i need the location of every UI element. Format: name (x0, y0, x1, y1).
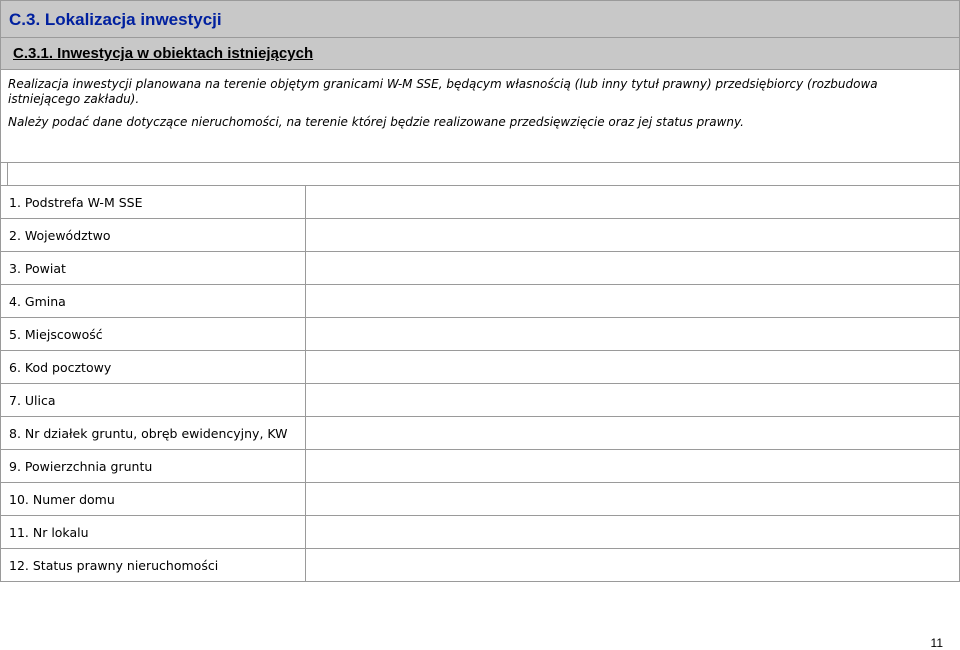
form-row-nr-lokalu (1, 516, 959, 549)
ulica-field[interactable] (305, 384, 959, 416)
field-label: 6. Kod pocztowy (9, 360, 112, 375)
subsection-header (1, 38, 959, 70)
spacer-cell (1, 163, 8, 185)
intro-paragraph-2: Należy podać dane dotyczące nieruchomości, na terenie której będzie realizowane przedsięwzięcie oraz jej status prawny. (8, 115, 744, 129)
intro-text (1, 70, 959, 163)
form-row-gmina (1, 285, 959, 318)
form-row-wojewodztwo (1, 219, 959, 252)
kod-pocztowy-field[interactable] (305, 351, 959, 383)
form-row-status-prawny (1, 549, 959, 582)
form-row-numer-domu (1, 483, 959, 516)
form-row-miejscowosc (1, 318, 959, 351)
numer-domu-field[interactable] (305, 483, 959, 515)
form-row-kod-pocztowy (1, 351, 959, 384)
field-label: 3. Powiat (9, 261, 66, 276)
field-label: 11. Nr lokalu (9, 525, 89, 540)
field-label: 1. Podstrefa W-M SSE (9, 195, 143, 210)
form-row-powierzchnia (1, 450, 959, 483)
field-label: 12. Status prawny nieruchomości (9, 558, 219, 573)
field-label: 2. Województwo (9, 228, 111, 243)
powierzchnia-field[interactable] (305, 450, 959, 482)
gmina-field[interactable] (305, 285, 959, 317)
miejscowosc-field[interactable] (305, 318, 959, 350)
podstrefa-field[interactable] (305, 186, 959, 218)
form-row-podstrefa (1, 186, 959, 219)
nr-dzialek-field[interactable] (305, 417, 959, 449)
intro-paragraph-1: Realizacja inwestycji planowana na terenie objętym granicami W-M SSE, będącym własnością (lub inny tytuł prawny) przedsiębiorcy (rozbudowa istniejącego zakładu). (8, 77, 878, 106)
form-row-ulica (1, 384, 959, 417)
field-label: 8. Nr działek gruntu, obręb ewidencyjny, KW (9, 426, 288, 441)
powiat-field[interactable] (305, 252, 959, 284)
field-label: 10. Numer domu (9, 492, 115, 507)
subsection-title: C.3.1. Inwestycja w obiektach istniejących (13, 45, 314, 62)
spacer-row (1, 163, 959, 186)
section-header (1, 1, 959, 38)
section-title: C.3. Lokalizacja inwestycji (9, 10, 222, 29)
field-label: 9. Powierzchnia gruntu (9, 459, 153, 474)
field-label: 7. Ulica (9, 393, 56, 408)
field-label: 5. Miejscowość (9, 327, 103, 342)
nr-lokalu-field[interactable] (305, 516, 959, 548)
field-label: 4. Gmina (9, 294, 66, 309)
page-number: 11 (930, 636, 943, 650)
status-prawny-field[interactable] (305, 549, 959, 581)
form-row-nr-dzialek (1, 417, 959, 450)
wojewodztwo-field[interactable] (305, 219, 959, 251)
form-row-powiat (1, 252, 959, 285)
